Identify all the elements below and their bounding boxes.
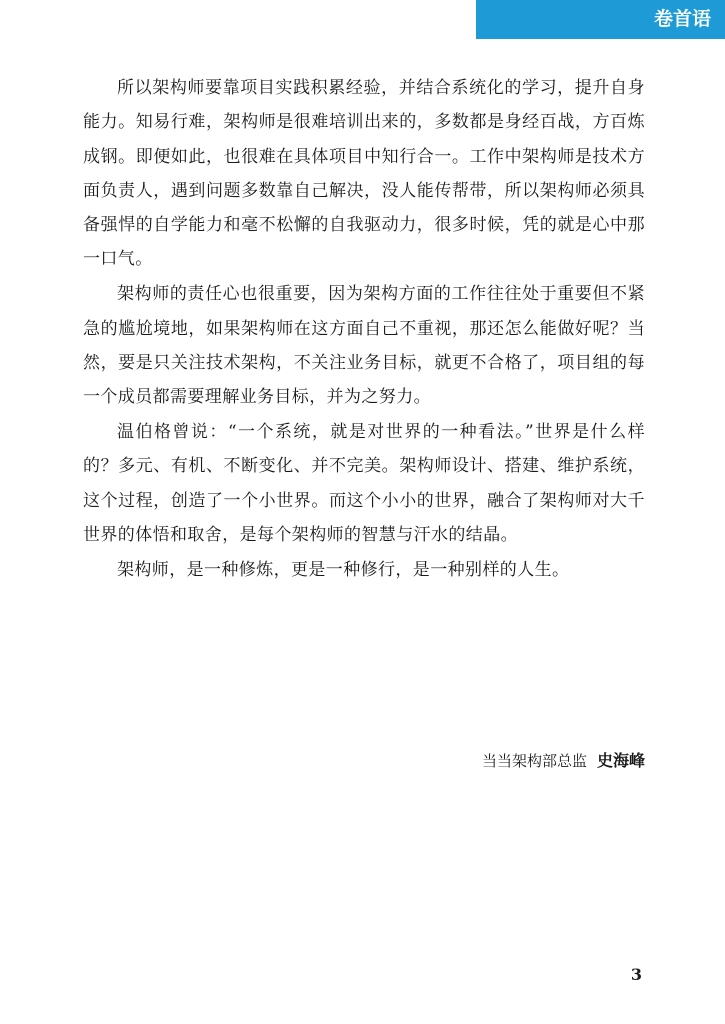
page-number: 3: [630, 965, 642, 984]
signature-author: 史海峰: [596, 751, 645, 770]
signature-title: 当当架构部总监: [481, 752, 587, 770]
section-title-tab: [476, 0, 725, 39]
paragraph: 温伯格曾说：“一个系统，就是对世界的一种看法。”世界是什么样的？多元、有机、不断变化、并不完美。架构师设计、搭建、维护系统，这个过程，创造了一个小世界。而这个小小的世界，融合了架构师对大千世界的体悟和取舍，是每个架构师的智慧与汗水的结晶。: [83, 421, 645, 545]
paragraph: 所以架构师要靠项目实践积累经验，并结合系统化的学习，提升自身能力。知易行难，架构师是很难培训出来的，多数都是身经百战，方百炼成钢。即便如此，也很难在具体项目中知行合一。工作中架构师是技术方面负责人，遇到问题多数靠自己解决，没人能传帮带，所以架构师必须具备强悍的自学能力和毫不松懈的自我驱动力，很多时候，凭的就是心中那一口气。: [83, 78, 645, 270]
signature: [482, 750, 645, 772]
paragraph: 架构师，是一种修炼，更是一种修行，是一种别样的人生。: [117, 559, 570, 580]
paragraph: 架构师的责任心也很重要，因为架构方面的工作往往处于重要但不紧急的尴尬境地，如果架构师在这方面自己不重视，那还怎么能做好呢？当然，要是只关注技术架构，不关注业务目标，就更不合格了，项目组的每一个成员都需要理解业务目标，并为之努力。: [83, 284, 645, 408]
article-body: [83, 71, 645, 587]
section-title: 卷首语: [653, 8, 711, 30]
